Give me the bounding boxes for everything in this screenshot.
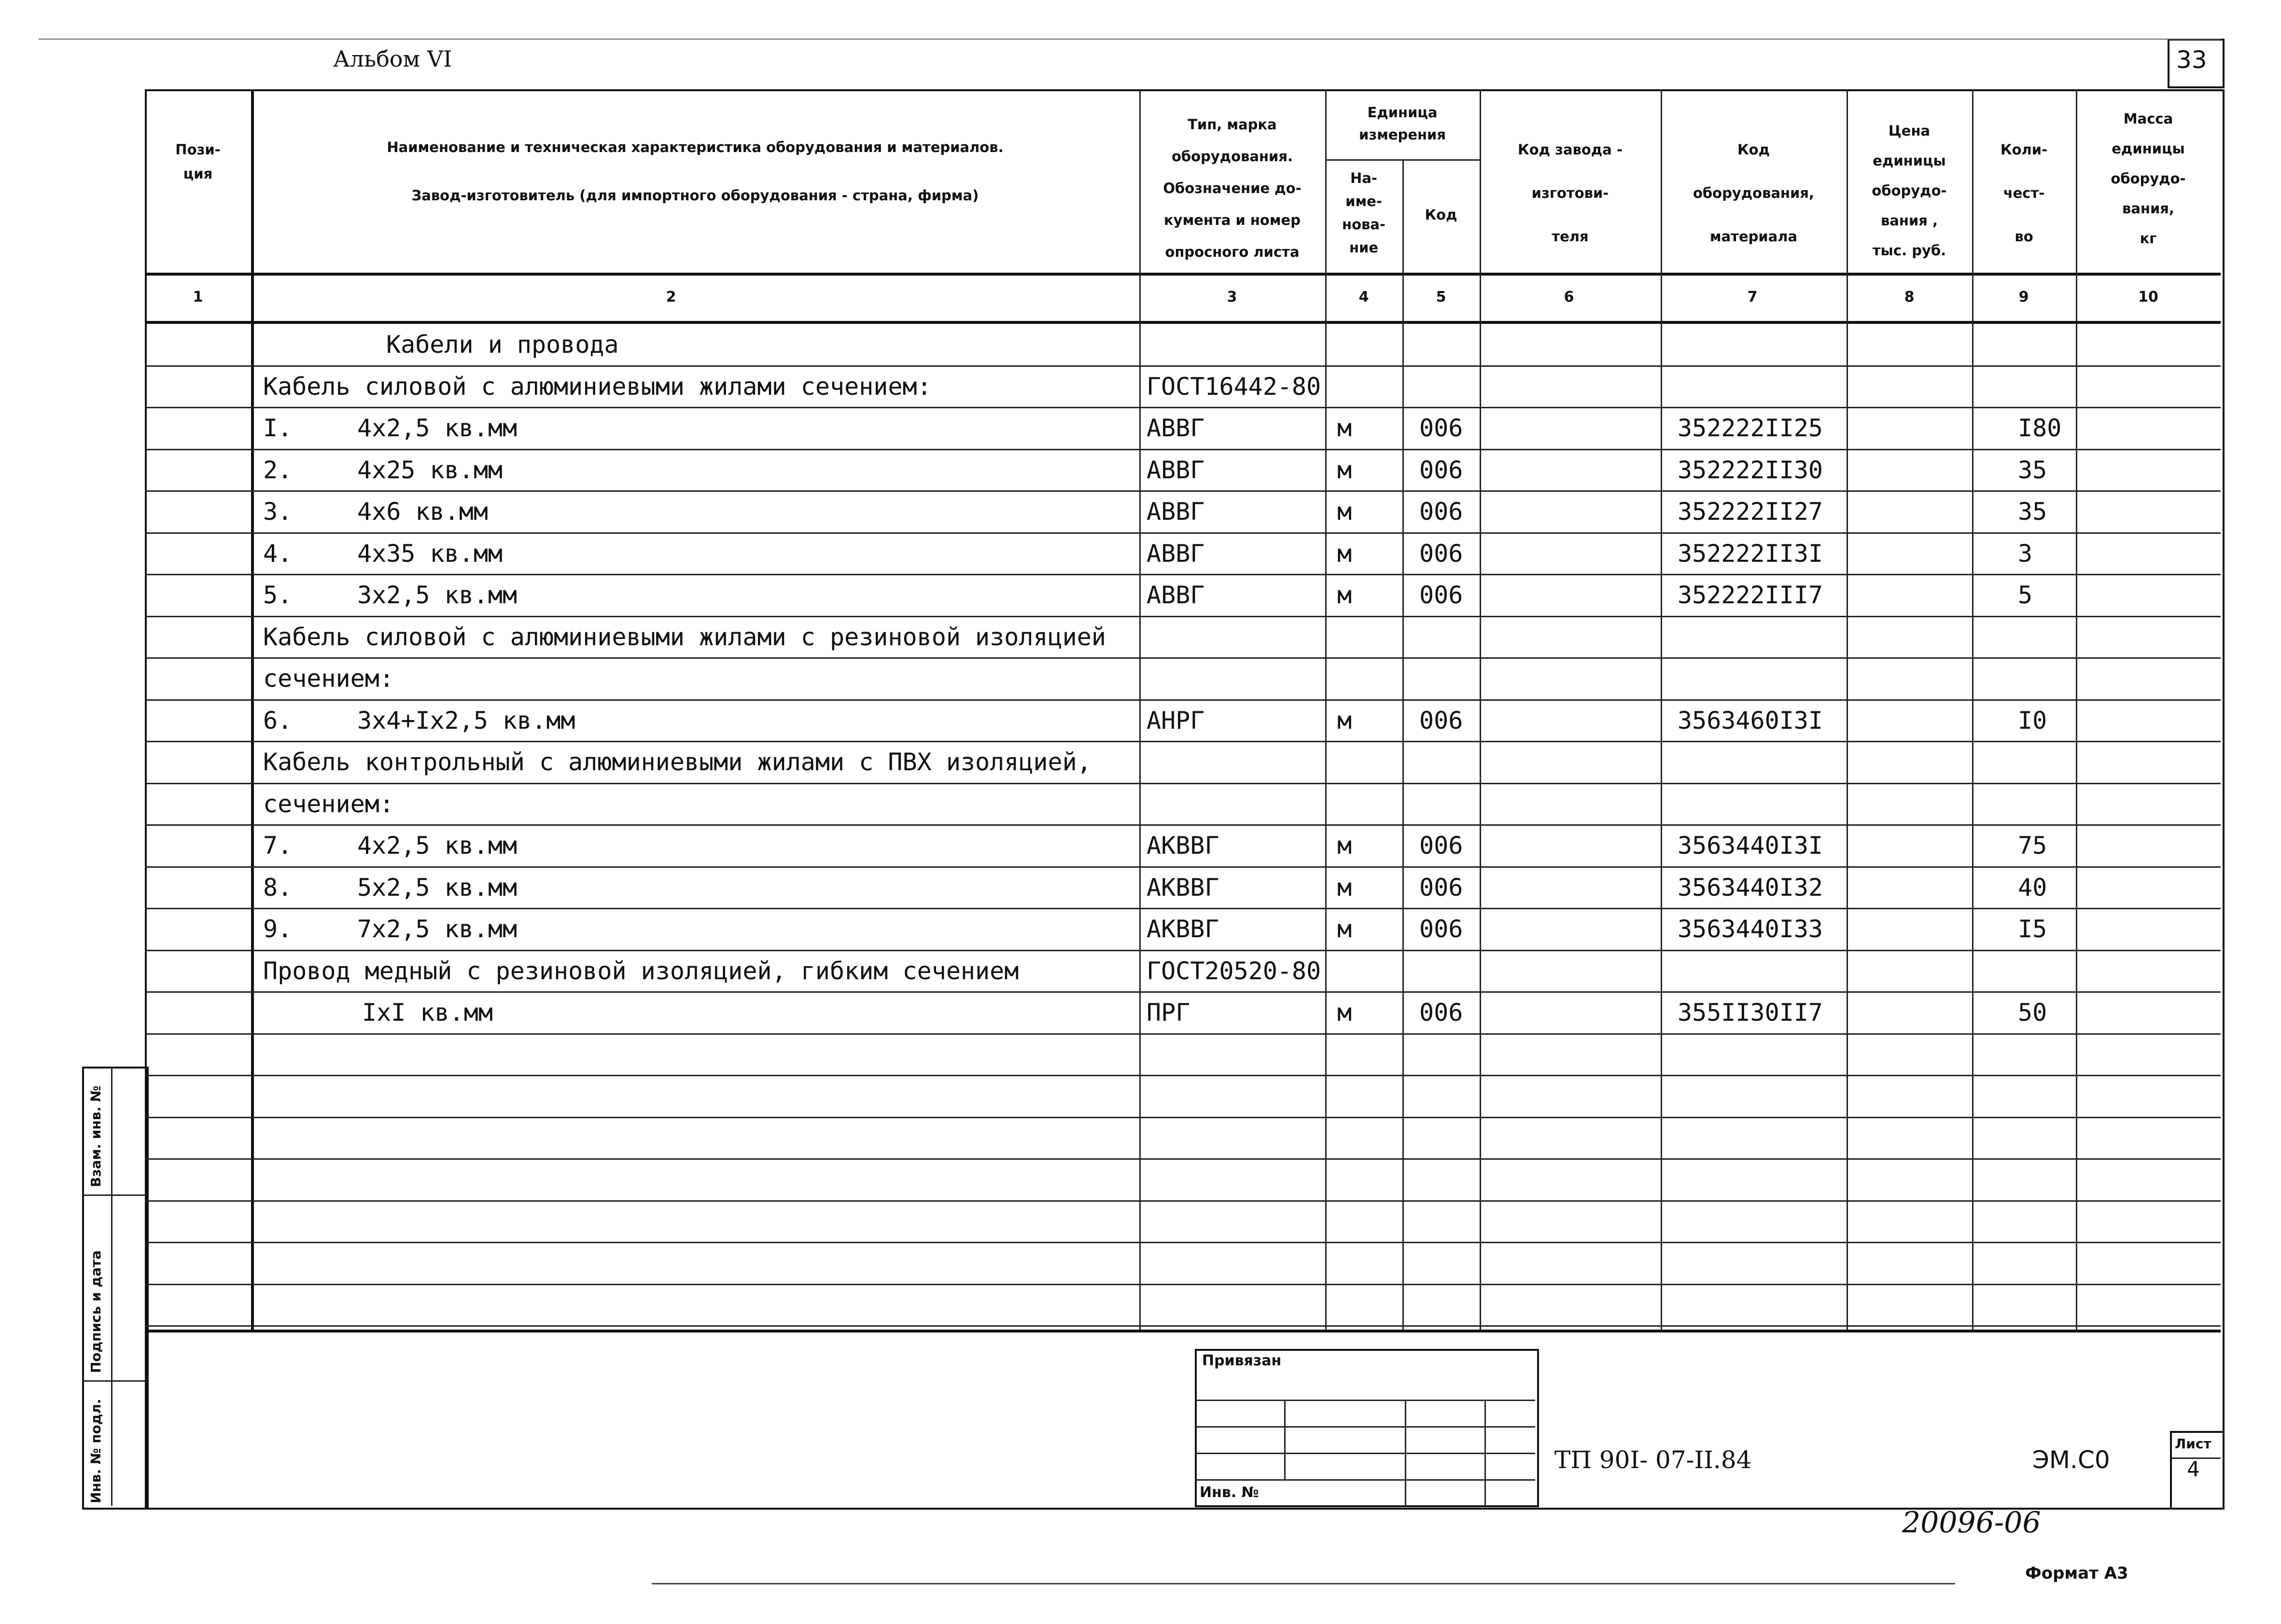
row-position: 3. [263,498,293,526]
header-position: Пози- ция [175,141,221,182]
side-label-inv: Инв. № подл. [88,1399,104,1503]
row-type: АВВГ [1147,456,1205,484]
header-unit-group: Единица измерения [1359,104,1446,143]
row-unit-code: 006 [1419,707,1463,735]
sheet-label: Лист [2175,1436,2211,1452]
row-name: Кабель силовой с алюминиевыми жилами сечением: [263,373,932,401]
row-equip-code: 3563440I32 [1678,874,1823,902]
colnum-5: 5 [1436,289,1446,305]
row-name: 4х35 кв.мм [357,540,503,568]
header-name-line2: Завод-изготовитель (для импортного оборудования - страна, фирма) [411,187,979,204]
album-label: Альбом VI [333,46,452,72]
header-quantity: Коли- чест- во [2000,141,2048,245]
row-type: АВВГ [1147,498,1205,526]
colnum-2: 2 [666,289,676,305]
row-name: IхI кв.мм [362,999,493,1027]
row-type: АВВГ [1147,414,1205,442]
row-type: АНРГ [1147,707,1205,735]
row-name: 4х25 кв.мм [357,456,503,484]
row-unit: м [1337,581,1352,609]
row-quantity: 35 [2018,456,2047,484]
header-equip-code: Код оборудования, материала [1693,141,1815,245]
header-mass: Масса единицы оборудо- вания, кг [2111,111,2186,247]
row-quantity: I0 [2018,707,2047,735]
row-quantity: 50 [2018,999,2047,1027]
sheet-number: 4 [2187,1457,2200,1482]
doc-code: ТП 90I- 07-II.84 [1554,1446,1752,1474]
header-name-line1: Наименование и техническая характеристика оборудования и материалов. [387,139,1004,155]
row-quantity: I80 [2018,414,2062,442]
row-name: 4х2,5 кв.мм [357,832,518,860]
row-type: ПРГ [1147,999,1190,1027]
row-equip-code: 352222II30 [1678,456,1823,484]
row-name: 4х6 кв.мм [357,498,488,526]
row-position: 2. [263,456,293,484]
row-name: Кабель контрольный с алюминиевыми жилами с ПВХ изоляцией, [263,748,1092,776]
row-name: 5х2,5 кв.мм [357,874,518,902]
row-equip-code: 3563440I33 [1678,915,1823,943]
colnum-10: 10 [2138,289,2158,305]
row-unit-code: 006 [1419,915,1463,943]
row-quantity: I5 [2018,915,2047,943]
row-name: Провод медный с резиновой изоляцией, гибким сечением [263,957,1019,985]
colnum-4: 4 [1358,289,1369,305]
header-factory-code: Код завода - изготови- теля [1518,141,1623,245]
row-unit: м [1337,456,1352,484]
row-unit-code: 006 [1419,540,1463,568]
format-label: Формат А3 [2025,1564,2128,1583]
row-position: 9. [263,915,293,943]
row-type: АКВВГ [1147,915,1219,943]
row-type: АВВГ [1147,581,1205,609]
row-equip-code: 352222II3I [1678,540,1823,568]
row-quantity: 3 [2018,540,2033,568]
row-unit: м [1337,414,1352,442]
side-label-vzam: Взам. инв. № [88,1085,104,1187]
row-name: 3х4+Iх2,5 кв.мм [357,707,575,735]
row-name: Кабель силовой с алюминиевыми жилами с резиновой изоляцией [263,623,1106,651]
row-name: сечением: [263,790,394,818]
row-equip-code: 352222II27 [1678,498,1823,526]
row-type: АКВВГ [1147,832,1219,860]
row-unit: м [1337,999,1352,1027]
row-equip-code: 352222III7 [1678,581,1823,609]
row-unit-code: 006 [1419,498,1463,526]
header-unit-name: На- име- нова- ние [1342,170,1385,256]
side-label-podpis: Подпись и дата [88,1250,104,1373]
row-quantity: 40 [2018,874,2047,902]
row-quantity: 75 [2018,832,2047,860]
colnum-7: 7 [1747,289,1758,305]
header-unit-code: Код [1425,207,1457,223]
colnum-9: 9 [2018,289,2029,305]
row-unit-code: 006 [1419,581,1463,609]
row-quantity: 35 [2018,498,2047,526]
row-equip-code: 3563440I3I [1678,832,1823,860]
row-unit: м [1337,915,1352,943]
row-position: 4. [263,540,293,568]
row-unit: м [1337,832,1352,860]
row-position: 5. [263,581,293,609]
row-type: АВВГ [1147,540,1205,568]
page-number: 33 [2176,46,2207,74]
header-price: Цена единицы оборудо- вания , тыс. руб. [1872,123,1947,259]
row-quantity: 5 [2018,581,2033,609]
row-type: АКВВГ [1147,874,1219,902]
stamp-privyazan-label: Привязан [1202,1352,1282,1369]
row-equip-code: 3563460I3I [1678,707,1823,735]
colnum-1: 1 [193,289,203,305]
colnum-3: 3 [1227,289,1237,305]
row-name: 3х2,5 кв.мм [357,581,518,609]
row-position: I. [263,414,293,442]
row-name: 7х2,5 кв.мм [357,915,518,943]
colnum-6: 6 [1564,289,1574,305]
row-unit-code: 006 [1419,874,1463,902]
row-unit-code: 006 [1419,999,1463,1027]
row-position: 8. [263,874,293,902]
row-name: 4х2,5 кв.мм [357,414,518,442]
row-unit-code: 006 [1419,832,1463,860]
row-unit: м [1337,498,1352,526]
row-unit-code: 006 [1419,456,1463,484]
stamp-inv-label: Инв. № [1200,1484,1259,1501]
row-equip-code: 352222II25 [1678,414,1823,442]
row-unit: м [1337,540,1352,568]
row-position: 6. [263,707,293,735]
doc-section: ЭМ.С0 [2032,1446,2110,1474]
row-unit-code: 006 [1419,414,1463,442]
header-type: Тип, марка оборудования. Обозначение до- кумента и номер опросного листа [1163,116,1301,260]
section-title: Кабели и провода [386,331,619,359]
stamp-privyazan [1195,1349,1539,1507]
colnum-8: 8 [1904,289,1915,305]
row-type: ГОСТ16442-80 [1147,373,1321,401]
handwritten-number: 20096-06 [1902,1506,2041,1540]
row-unit: м [1337,707,1352,735]
row-equip-code: 355II30II7 [1678,999,1823,1027]
row-name: сечением: [263,665,394,693]
row-position: 7. [263,832,293,860]
row-type: ГОСТ20520-80 [1147,957,1321,985]
row-unit: м [1337,874,1352,902]
